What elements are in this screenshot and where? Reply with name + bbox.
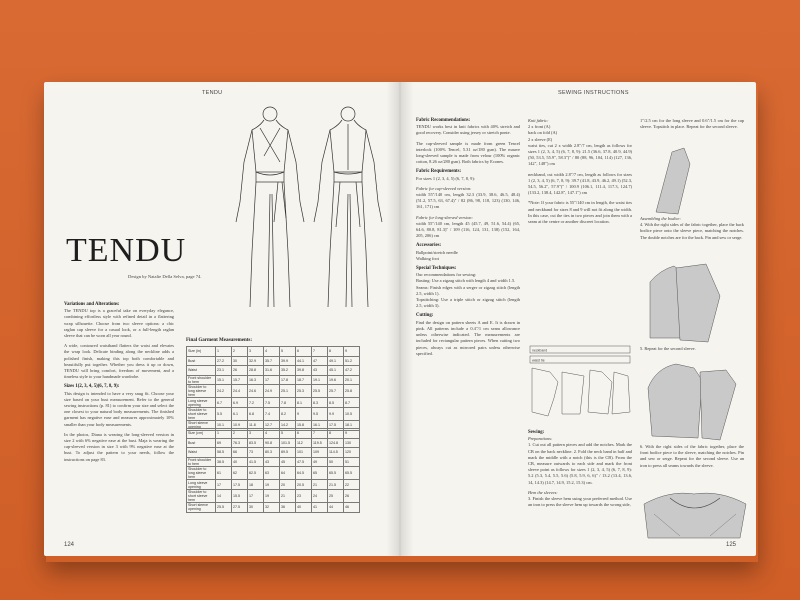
table-cell: 101.5 [280,438,296,448]
table-cell: 112 [296,438,312,448]
table-cell: 24.6 [248,385,264,398]
table-cell: 124.8 [328,438,344,448]
table-cell: 35.7 [264,356,280,366]
accessories-heading: Accessories: [416,243,442,249]
table-cell: 32.9 [248,356,264,366]
fabric-rec-paragraph-1: TENDU works best in knit fabrics with 40% stretch and good recovery. Consider using jersey or stretch ponte. [416,124,520,136]
table-cell: 41 [312,502,328,512]
measurements-table-inches [186,346,360,431]
table-row-label: Waist [187,448,216,458]
table-cell: 10.9 [232,420,248,430]
table-cell: 40 [296,502,312,512]
table-cell: 12.7 [264,420,280,430]
cutting-layout-diagram [528,342,634,424]
table-header-cell: 3 [248,429,264,439]
table-cell: 62 [232,467,248,480]
table-cell: 6.7 [216,398,232,408]
table-cell: 40 [232,457,248,467]
fabric-req-heading: Fabric Requirements: [416,169,462,175]
table-cell: 15.8 [296,420,312,430]
table-cell: 16.3 [248,375,264,385]
garment-illustration [230,102,390,317]
table-cell: 21 [280,489,296,502]
step-5-text: 5. Repeat for the second sleeve. [640,346,696,351]
table-cell: 66 [232,448,248,458]
table-cell: 25.7 [328,385,344,398]
fabric-rec-heading: Fabric Recommendations: [416,118,471,123]
table-cell: 25 [328,489,344,502]
table-header-row [187,429,360,439]
table-row [187,489,360,502]
table-cell: 9.9 [328,407,344,420]
table-cell: 73 [248,448,264,458]
neckband-label: neckband [532,348,548,353]
table-cell: 39.8 [296,366,312,376]
long-fabric-heading: Fabric for long-sleeved version: [416,214,473,220]
table-cell: 43 [264,457,280,467]
hem-heading: Hem the sleeves: [528,489,558,495]
table-cell: 21 [312,480,328,490]
table-cell: 65.5 [328,467,344,480]
waist-tie-label: waist tie [532,358,545,363]
table-cell: 47 [312,356,328,366]
table-row-label: Front shoulder to hem [187,375,216,385]
table-cell: 51.2 [344,356,360,366]
table-cell: 15.7 [232,375,248,385]
table-cell: 43 [312,366,328,376]
table-cell: 25.5 [216,502,232,512]
sewing-column [528,430,632,512]
step-6-text: 6. With the right sides of the fabric together, place the front bodice piece to the sleeve, matching the notches. Pin and sew or serge. Repeat for the second sleeve. Use an iron to press all seams towards the sleeve. [640,444,744,468]
table-row [187,375,360,385]
assembling-block [640,216,744,245]
table-cell: 64 [280,467,296,480]
sewing-heading: Sewing: [528,430,545,435]
table-header-cell: 9 [344,347,360,357]
table-cell: 8.5 [328,398,344,408]
table-row-label: Short sleeve opening [187,420,216,430]
table-cell: 64.5 [296,467,312,480]
table-cell: 9.5 [312,407,328,420]
table-row [187,398,360,408]
techniques-topstitching: Topstitching: Use a triple stitch or zigzag stitch (length 2.5, width 3). [416,297,520,309]
table-cell: 25.5 [312,385,328,398]
table-cell: 16.1 [312,420,328,430]
table-header-cell: 2 [232,347,248,357]
table-row [187,438,360,448]
table-row [187,480,360,490]
table-cell: 27.2 [216,356,232,366]
table-header-cell: 6 [296,347,312,357]
table-cell: 17.8 [280,375,296,385]
table-header-cell: 8 [328,347,344,357]
table-row-label: Shoulder to long sleeve hem [187,385,216,398]
table-row [187,448,360,458]
table-cell: 36 [280,502,296,512]
table-cell: 30 [248,502,264,512]
table-cell: 46 [344,502,360,512]
second-sleeve-diagram [646,358,750,442]
table-cell: 17.5 [328,420,344,430]
cutting-paragraph: Find the design on pattern sheets A and E. It is drawn in pink. All patterns include a 0.4"/1 cm seam allowance unless otherwise indicated. The measurements are included for rectangular pattern pieces. When cutting two pieces, always cut as mirrored pairs unless otherwise specified. [416,319,520,356]
step-5-block [640,346,744,356]
table-header-cell: 2 [232,429,248,439]
table-cell: 25.8 [344,385,360,398]
table-cell: 31.6 [264,366,280,376]
knit-list: 2 x front (A) back on fold (A) 2 x sleeve (E) [528,124,558,142]
table-cell: 7.4 [264,407,280,420]
table-cell: 18.7 [296,375,312,385]
table-cell: 19 [264,480,280,490]
left-text-column [64,302,174,467]
table-cell: 7.2 [248,398,264,408]
table-row-label: Front shoulder to hem [187,457,216,467]
right-page [400,82,756,556]
right-column-1 [416,118,520,361]
table-cell: 28.8 [248,366,264,376]
table-cell: 38.5 [216,457,232,467]
sizes-paragraph: This design is intended to have a very snug fit. Choose your size based on your bust measurement. Refer to the general sewing instructions (p. 81) to confirm your size and select the one closest to your natural body measurements. The finished garment has negative ease and measures approximately 10% smaller than your body measurements. [64,390,174,427]
table-cell: 8.7 [344,398,360,408]
cap-fabric-heading: Fabric for cap-sleeved version: [416,185,472,191]
table-row [187,407,360,420]
page-number-left: 124 [64,542,75,548]
table-header-cell: 4 [264,347,280,357]
table-cell: 27.5 [232,502,248,512]
hem-continued: 1"/2.5 cm for the long sleeve and 0.6"/1.5 cm for the cap sleeve. Topstitch in place. Repeat for the second sleeve. [640,118,744,130]
table-header-cell: 7 [312,347,328,357]
table-cell: 58.5 [216,448,232,458]
table-cell: 49 [312,457,328,467]
table-cell: 24 [312,489,328,502]
running-header-left: TENDU [202,90,223,96]
table-header-cell: 6 [296,429,312,439]
table-cell: 32 [264,502,280,512]
table-cell: 30 [232,356,248,366]
table-header-cell: Size (cm) [187,429,216,439]
table-cell: 18.1 [344,420,360,430]
right-column-3 [640,118,744,134]
table-header-cell: 5 [280,347,296,357]
table-cell: 9 [296,407,312,420]
table-header-cell: 5 [280,429,296,439]
neckband-paragraph: neckband, cut width 2.8"/7 cm, length as follows for sizes 1 (2, 3, 4, 5) (6, 7, 8, 9): 39.7 (41.8, 43.9, 46.2, 49.1) (52.3, 54.5, 56.2", 57.9")" / 100.9 (106.1, 111.4, 117.3, 124.7) (133.2, 138.4, 142.8", 147.1") cm [528,171,632,196]
table-cell: 26 [232,366,248,376]
step-6-block [640,444,744,473]
table-cell: 49.1 [328,356,344,366]
table-cell: 65 [312,467,328,480]
table-cell: 8.3 [312,398,328,408]
variations-paragraph-2: A wide, contoured waistband flatters the waist and elevates the wrap look. Delicate binding along the neckline adds a polished finish, making this top both comfortable and beautifully put together. Whether you dress it up or down, TENDU will bring comfort, freedom of movement, and a timeless style to your handmade wardrobe. [64,343,174,380]
table-row [187,366,360,376]
waist-ties-paragraph: waist ties, cut 2 x width 2.8"/7 cm, length as follows for sizes 1 (2, 3, 4, 5) (6, 7, 8, 9): 21.5 (36.6, 37.8, 40.9, 44.9) (50, 53.5, 55.9", 58.3")" / 80 (88, 96, 104, 114) (127, 136, 142", 148") cm [528,142,632,167]
pattern-title: TENDU [66,232,187,269]
knit-heading: Knit fabric: [528,118,549,123]
table-cell: 23.1 [216,366,232,376]
table-cell: 17 [216,480,232,490]
variations-paragraph-1: The TENDU top is a graceful take on everyday elegance, combining effortless style with refined detail in a flattering wrap silhouette. Choose from two sleeve options: a chic raglan cap sleeve for a casual look, or a full-length raglan sleeve that can be worn all year round. [64,308,174,339]
table-cell: 24.9 [264,385,280,398]
table-cell: 23 [296,489,312,502]
table-row-label: Shoulder to long sleeve hem [187,467,216,480]
table-cell: 10.1 [216,420,232,430]
table-cell: 90.8 [264,438,280,448]
table-cell: 89.5 [280,448,296,458]
table-cell: 20 [280,480,296,490]
table-cell: 44.1 [296,356,312,366]
fabric-rec-paragraph-2: The cap-sleeved sample is made from green Tencel interlock (100% Tencel, 5.31 oz/180 gsm). The mauve long-sleeved sample is made from velour (100% organic cotton, 8.26 oz/280 gsm). Both fabrics by Econes. [416,140,520,165]
table-cell: 25.1 [280,385,296,398]
table-cell: 39.9 [280,356,296,366]
preparations-paragraph: 1. Cut out all pattern pieces and add the notches. Mark the CB on the back neckline. 2. Fold the neck band in half and mark the middle with a notch (this is the CB). From the CB, measure outwards to each side and mark the front sleeve point as follows for sizes 1 (2, 3, 4, 5) (6, 7, 8, 9): 5.2 (5.3, 5.4, 5.5, 5.6) (5.8, 5.9, 6, 6)" / 13.2 (13.4, 13.6, 14, 14.3) (14.7, 14.9, 15.2, 15.3) cm. [528,442,632,485]
table-cell: 6.9 [232,398,248,408]
table-cell: 120 [344,448,360,458]
table-cell: 14 [216,489,232,502]
table-cell: 24.4 [232,385,248,398]
preparations-heading: Preparations: [528,436,553,442]
variations-heading: Variations and Alterations: [64,302,120,307]
table-cell: 7.8 [280,398,296,408]
table-header-cell: 1 [216,429,232,439]
table-header-cell: 7 [312,429,328,439]
page-number-right: 125 [725,542,736,548]
table-row-label: Shoulder to short sleeve hem [187,407,216,420]
table-cell: 47.2 [344,366,360,376]
table-cell: 45.1 [328,366,344,376]
table-cell: 19.6 [328,375,344,385]
photos-paragraph: In the photos, Diana is wearing the long-sleeved version in size 2 with 6% negative ease at the bust. Maja is wearing the cap-sleeved version in size 3 with 9% negative ease at the bust. To adjust the pattern to your needs, follow the instructions on page 83. [64,431,174,462]
table-cell: 101 [296,448,312,458]
table-cell: 63 [264,467,280,480]
table-cell: 24.2 [216,385,232,398]
table-row-label: Waist [187,366,216,376]
table-cell: 25.3 [296,385,312,398]
table-cell: 62.5 [248,467,264,480]
table-cell: 19.1 [312,375,328,385]
table-row [187,457,360,467]
table-cell: 44 [328,502,344,512]
table-cell: 69 [216,438,232,448]
table-cell: 21.5 [328,480,344,490]
table-header-cell: 9 [344,429,360,439]
cutting-heading: Cutting: [416,313,434,319]
table-cell: 109 [312,448,328,458]
table-cell: 20.5 [296,480,312,490]
table-row [187,502,360,512]
hem-paragraph: 3. Finish the sleeve hem using your preferred method. Use an iron to press the sleeve hem up towards the wrong side, [528,496,632,508]
table-row-label: Short sleeve opening [187,502,216,512]
front-bodice-diagram [640,484,750,540]
table-row-label: Bust [187,356,216,366]
table-header-cell: 1 [216,347,232,357]
table-row-label: Bust [187,438,216,448]
assembling-paragraph: 4. With the right sides of the fabric together, place the back bodice piece onto the sleeve piece, matching the notches. The double notches are for the back. Pin and sew or serge. [640,222,744,240]
table-cell: 19 [264,489,280,502]
fabric-req-sizes: For sizes 1 (2, 3, 4, 5) (6, 7, 8, 9): [416,175,476,181]
sizes-heading: Sizes 1(2, 3, 4, 5)(6, 7, 8, 9): [64,384,120,390]
table-cell: 47.5 [296,457,312,467]
table-cell: 76.3 [232,438,248,448]
table-cell: 6.1 [232,407,248,420]
table-cell: 5.5 [216,407,232,420]
table-cell: 7.5 [264,398,280,408]
table-cell: 18 [248,480,264,490]
table-cell: 83.5 [248,438,264,448]
designer-byline: Design by Natalie Della Selva, page 74. [128,274,202,279]
table-row [187,467,360,480]
table-cell: 41.5 [248,457,264,467]
table-cell: 20.1 [344,375,360,385]
table-header-row [187,347,360,357]
techniques-seams: Seams: Finish edges with a serger or zigzag stitch (length 2.5, width 1). [416,284,520,296]
table-cell: 51 [344,457,360,467]
table-cell: 8.1 [296,398,312,408]
table-cell: 17 [264,375,280,385]
techniques-intro: Our recommendations for sewing: [416,272,477,278]
techniques-heading: Special Techniques: [416,266,457,272]
accessories-list: Ballpoint/stretch needle Walking foot [416,249,458,261]
table-cell: 22 [344,480,360,490]
table-cell: 130 [344,438,360,448]
left-page [44,82,400,556]
table-cell: 17.5 [232,480,248,490]
table-cell: 8.2 [280,407,296,420]
table-cell: 45 [280,457,296,467]
table-cell: 6.8 [248,407,264,420]
table-header-cell: Size (in) [187,347,216,357]
table-cell: 10.5 [344,407,360,420]
table-cell: 15.1 [216,375,232,385]
table-header-cell: 3 [248,347,264,357]
table-cell: 80.3 [264,448,280,458]
table-row-label: Long sleeve opening [187,480,216,490]
table-row [187,356,360,366]
cap-fabric-paragraph: width 55"/140 cm, length 32.3 (33.9, 38.6, 46.5, 48.4) (51.2, 57.5, 63, 67.4)" / 82 (86, 98, 118, 123) (130, 146, 161, 171) cm [416,192,520,210]
measurements-table-cm [186,428,360,513]
note-paragraph: *Note: If your fabric is 55"/140 cm in length, the waist ties and neckband for sizes 8 and 9 will not fit along the width. In this case, cut the ties in two pieces and join them with a seam at the centre or another discreet location. [528,200,632,225]
table-row [187,385,360,398]
table-cell: 17 [248,489,264,502]
table-cell: 65.5 [344,467,360,480]
table-cell: 114.5 [328,448,344,458]
table-cell: 14.2 [280,420,296,430]
long-fabric-paragraph: width 55"/140 cm, length 45 (45.7, 49, 51.6, 54.4) (65, 64.6, 80.8, 81.3)" / 109 (116, 124, 131, 138) (152, 164, 205, 206) cm [416,220,520,239]
assembling-heading: Assembling the bodice: [640,216,681,221]
table-cell: 35.2 [280,366,296,376]
table-header-cell: 8 [328,429,344,439]
table-cell: 26 [344,489,360,502]
techniques-basting: Basting: Use a zigzag stitch with length 4 and width 1.5. [416,278,516,284]
table-cell: 119.5 [312,438,328,448]
table-header-cell: 4 [264,429,280,439]
right-column-2 [528,118,632,229]
table-cell: 61 [216,467,232,480]
table-row-label: Long sleeve opening [187,398,216,408]
table-cell: 11.8 [248,420,264,430]
back-bodice-diagram [646,262,750,344]
running-header-right: SEWING INSTRUCTIONS [558,90,629,96]
table-cell: 15.5 [232,489,248,502]
sleeve-hem-diagram [650,144,710,216]
table-cell: 50 [328,457,344,467]
table-row-label: Shoulder to short sleeve hem [187,489,216,502]
table-title: Final Garment Measurements: [186,338,253,343]
